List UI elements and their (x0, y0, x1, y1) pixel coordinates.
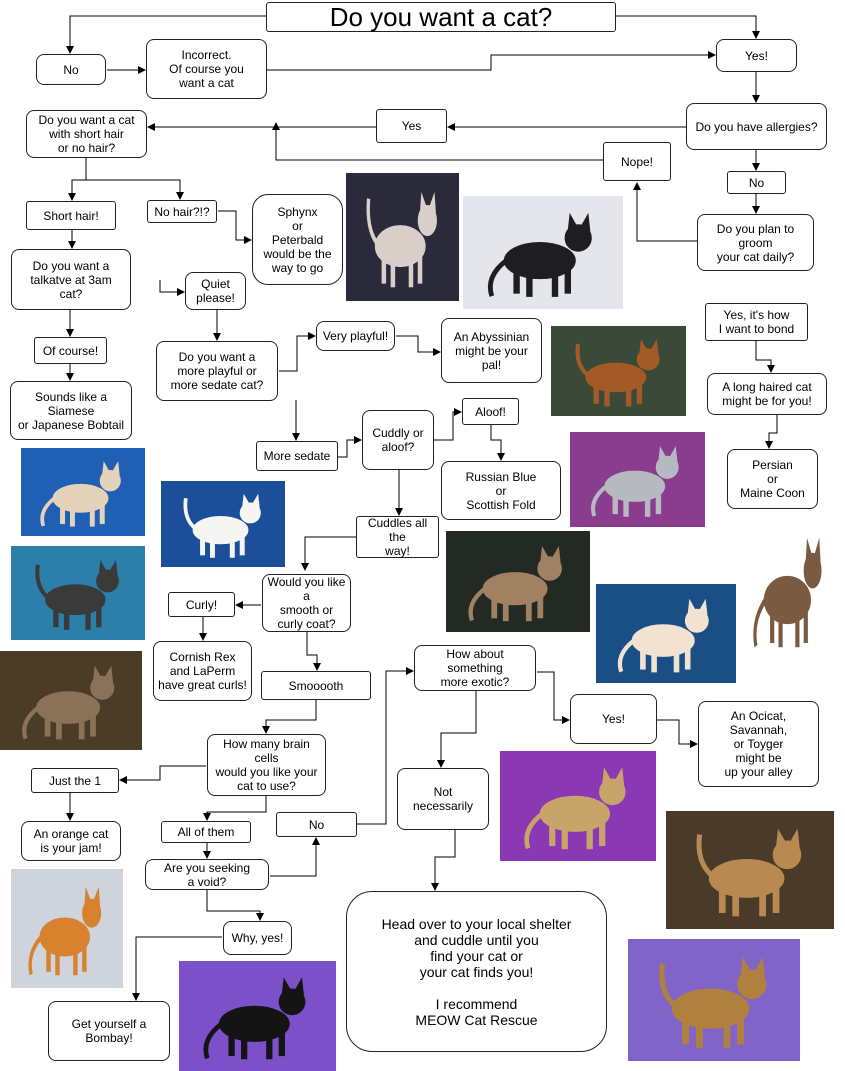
bombay-cat-image (179, 961, 336, 1071)
sphynx-recommendation: Sphynx or Peterbald would be the way to go (252, 194, 343, 285)
abyssinian-cat-image (551, 326, 686, 416)
toyger-cat-photo (628, 939, 800, 1061)
no-allergy-answer: No (727, 171, 786, 194)
maine-coon-cat-image (737, 516, 842, 663)
brain-cells-question: How many brain cells would you like your cat to use? (207, 734, 326, 796)
ocicat-recommendation: An Ocicat, Savannah, or Toyger might be up your alley (698, 701, 819, 787)
sphynx-cat-photo (346, 173, 459, 301)
groom-question: Do you plan to groom your cat daily? (697, 214, 814, 271)
bond-answer: Yes, it's how I want to bond (705, 303, 808, 341)
all-of-them-answer: All of them (161, 821, 251, 843)
long-haired-recommendation: A long haired cat might be for you! (707, 373, 827, 415)
no-answer: No (36, 54, 106, 85)
scottish-fold-cat-photo (446, 531, 590, 632)
allergies-question: Do you have allergies? (686, 103, 827, 150)
just-the-1-answer: Just the 1 (31, 768, 119, 793)
why-yes-answer: Why, yes! (223, 921, 292, 955)
savannah-cat-image (666, 811, 834, 929)
shelter-recommendation: Head over to your local shelter and cuddle until you find your cat or your cat finds you! I recommend MEOW Cat Rescue (346, 891, 607, 1052)
coat-question: Would you like a smooth or curly coat? (262, 574, 351, 632)
orange-cat-image (11, 869, 123, 988)
orange-cat-photo (11, 869, 123, 988)
no-hair-answer: No hair?!? (147, 200, 217, 223)
playful-sedate-question: Do you want a more playful or more sedate cat? (156, 341, 278, 401)
laperm-cat-photo (0, 651, 142, 750)
laperm-cat-image (0, 651, 142, 750)
japanese-bobtail-cat-photo (161, 481, 285, 567)
curly-answer: Curly! (168, 592, 235, 617)
nope-answer: Nope! (603, 142, 671, 181)
peterbald-cat-image (463, 196, 623, 309)
persian-recommendation: Persian or Maine Coon (727, 449, 818, 509)
aloof-answer: Aloof! (462, 398, 519, 425)
peterbald-cat-photo (463, 196, 623, 309)
yes-exotic-answer: Yes! (570, 694, 657, 744)
persian-cat-image (596, 584, 736, 683)
sphynx-cat-image (346, 173, 459, 301)
smooth-answer: Smooooth (261, 671, 371, 700)
cornish-rex-cat-image (11, 546, 145, 640)
hair-length-question: Do you want a cat with short hair or no hair? (26, 110, 147, 158)
siamese-cat-photo (21, 448, 145, 536)
cuddly-aloof-question: Cuddly or aloof? (362, 410, 434, 470)
savannah-cat-photo (666, 811, 834, 929)
abyssinian-cat-photo (551, 326, 686, 416)
russian-blue-recommendation: Russian Blue or Scottish Fold (441, 461, 561, 520)
yes-answer: Yes! (716, 39, 797, 72)
short-hair-answer: Short hair! (26, 201, 116, 230)
japanese-bobtail-cat-image (161, 481, 285, 567)
cuddles-answer: Cuddles all the way! (356, 516, 439, 558)
russian-blue-cat-photo (570, 432, 705, 527)
more-sedate-answer: More sedate (256, 441, 338, 471)
toyger-cat-image (628, 939, 800, 1061)
exotic-question: How about something more exotic? (414, 645, 536, 691)
quiet-answer: Quiet please! (185, 272, 246, 310)
no-void-answer: No (276, 812, 357, 837)
siamese-recommendation: Sounds like a Siamese or Japanese Bobtail (10, 381, 132, 440)
persian-cat-photo (596, 584, 736, 683)
very-playful-answer: Very playful! (316, 321, 395, 351)
bombay-recommendation: Get yourself a Bombay! (48, 1001, 170, 1061)
scottish-fold-cat-image (446, 531, 590, 632)
bombay-cat-photo (179, 961, 336, 1071)
abyssinian-recommendation: An Abyssinian might be your pal! (441, 318, 542, 383)
ocicat-cat-photo (500, 751, 656, 861)
page-title: Do you want a cat? (266, 2, 616, 32)
void-question: Are you seeking a void? (145, 859, 269, 890)
russian-blue-cat-image (570, 432, 705, 527)
talkative-question: Do you want a talkatve at 3am cat? (11, 249, 131, 310)
orange-cat-recommendation: An orange cat is your jam! (21, 821, 121, 861)
of-course-answer: Of course! (34, 337, 107, 364)
not-necessarily-answer: Not necessarily (397, 768, 489, 830)
ocicat-cat-image (500, 751, 656, 861)
maine-coon-cat-photo (737, 516, 842, 663)
yes-allergy-answer: Yes (376, 109, 447, 143)
incorrect-response: Incorrect. Of course you want a cat (146, 39, 267, 99)
siamese-cat-image (21, 448, 145, 536)
cornish-rex-cat-photo (11, 546, 145, 640)
cornish-rex-recommendation: Cornish Rex and LaPerm have great curls! (153, 641, 252, 701)
